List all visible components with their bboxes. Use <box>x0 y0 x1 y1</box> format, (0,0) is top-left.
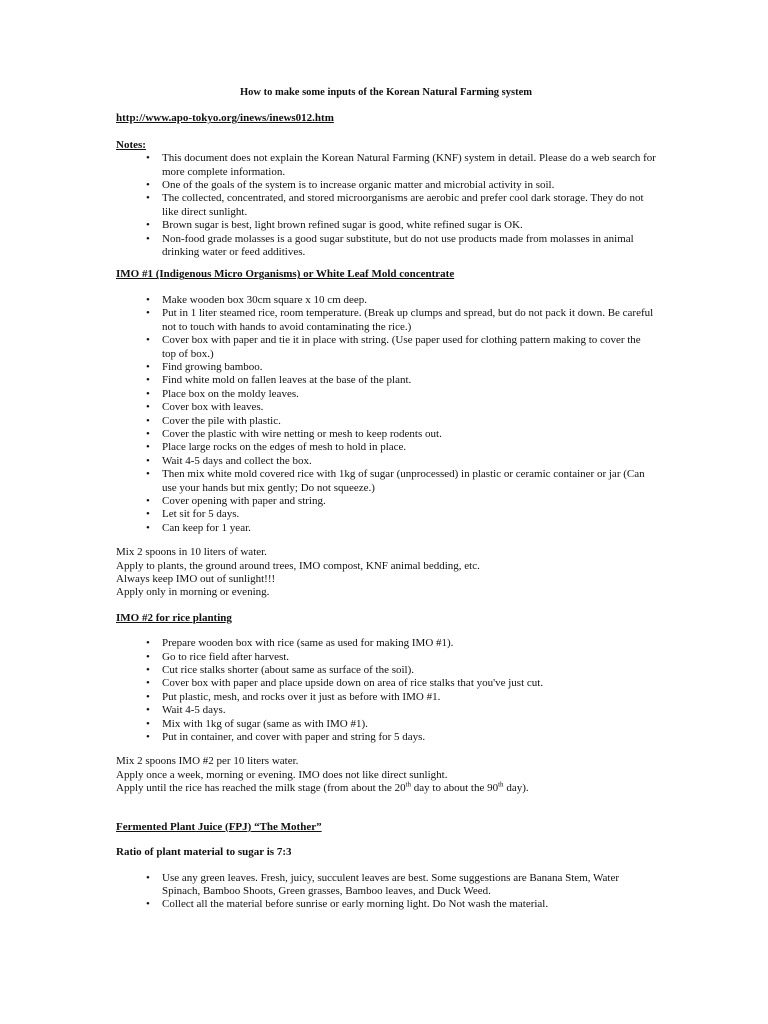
usage-line: Always keep IMO out of sunlight!!! <box>116 573 276 585</box>
imo2-steps-list <box>116 637 656 744</box>
list-item: • Cut rice stalks shorter (about same as surface of the soil). <box>116 664 656 677</box>
list-item: • Use any green leaves. Fresh, juicy, succulent leaves are best. Some suggestions are Banana Stem, Water Spinach, Bamboo Shoots, Green grasses, Bamboo leaves, and Duck Weed. <box>116 872 656 899</box>
list-item: • Cover the pile with plastic. <box>116 415 656 428</box>
list-item: • Cover opening with paper and string. <box>116 495 656 508</box>
notes-list <box>116 152 656 259</box>
list-item: • Cover box with leaves. <box>116 401 656 414</box>
imo2-usage <box>116 755 656 795</box>
list-item: • Put in 1 liter steamed rice, room temperature. (Break up clumps and spread, but do not pack it down. Be careful not to touch with hands to avoid contaminating the rice.) <box>116 307 656 334</box>
list-item: • Cover box with paper and tie it in place with string. (Use paper used for clothing pattern making to cover the top of box.) <box>116 334 656 361</box>
list-item: • Non-food grade molasses is a good sugar substitute, but do not use products made from molasses in animal drinking water or feed additives. <box>116 233 656 260</box>
document-body <box>116 86 656 912</box>
list-item: • Brown sugar is best, light brown refined sugar is good, white refined sugar is OK. <box>116 219 656 232</box>
imo1-steps-list <box>116 294 656 535</box>
imo2-heading: IMO #2 for rice planting <box>116 611 232 624</box>
list-item: • Make wooden box 30cm square x 10 cm deep. <box>116 294 656 307</box>
list-item: • Find growing bamboo. <box>116 361 656 374</box>
list-item: • This document does not explain the Korean Natural Farming (KNF) system in detail. Please do a web search for more complete information. <box>116 152 656 179</box>
usage-line: Mix 2 spoons IMO #2 per 10 liters water. <box>116 755 299 768</box>
list-item: • Cover the plastic with wire netting or mesh to keep rodents out. <box>116 428 656 441</box>
fpj-ratio: Ratio of plant material to sugar is 7:3 <box>116 846 292 859</box>
usage-line: Apply until the rice has reached the milk stage (from about the 20th day to about the 90th day). <box>116 780 529 795</box>
fpj-heading: Fermented Plant Juice (FPJ) “The Mother” <box>116 820 322 833</box>
list-item: • Put plastic, mesh, and rocks over it just as before with IMO #1. <box>116 691 656 704</box>
list-item: • Place large rocks on the edges of mesh to hold in place. <box>116 441 656 454</box>
source-url[interactable]: http://www.apo-tokyo.org/inews/inews012.htm <box>116 112 334 125</box>
imo1-heading: IMO #1 (Indigenous Micro Organisms) or White Leaf Mold concentrate <box>116 268 455 281</box>
usage-line: Apply only in morning or evening. <box>116 586 270 599</box>
list-item: • Wait 4-5 days and collect the box. <box>116 455 656 468</box>
document-title: How to make some inputs of the Korean Natural Farming system <box>239 87 533 98</box>
list-item: • Find white mold on fallen leaves at the base of the plant. <box>116 374 656 387</box>
list-item: • Wait 4-5 days. <box>116 704 656 717</box>
list-item: • Prepare wooden box with rice (same as used for making IMO #1). <box>116 637 656 650</box>
notes-heading: Notes: <box>116 138 146 151</box>
list-item: • One of the goals of the system is to increase organic matter and microbial activity in soil. <box>116 179 656 192</box>
list-item: • Cover box with paper and place upside down on area of rice stalks that you've just cut. <box>116 677 656 690</box>
list-item: • Then mix white mold covered rice with 1kg of sugar (unprocessed) in plastic or ceramic container or jar (Can use your hands but mix gently; Do not squeeze.) <box>116 468 656 495</box>
list-item: • Let sit for 5 days. <box>116 508 656 521</box>
list-item: • Place box on the moldy leaves. <box>116 388 656 401</box>
fpj-list <box>116 872 656 912</box>
usage-line: Apply once a week, morning or evening. IMO does not like direct sunlight. <box>116 768 448 781</box>
list-item: • Put in container, and cover with paper and string for 5 days. <box>116 731 656 744</box>
list-item: • Mix with 1kg of sugar (same as with IMO #1). <box>116 718 656 731</box>
list-item: • The collected, concentrated, and stored microorganisms are aerobic and prefer cool dark storage. They do not like direct sunlight. <box>116 192 656 219</box>
list-item: • Collect all the material before sunrise or early morning light. Do Not wash the material. <box>116 898 656 911</box>
list-item: • Go to rice field after harvest. <box>116 651 656 664</box>
usage-line: Mix 2 spoons in 10 liters of water. <box>116 546 267 559</box>
list-item: • Can keep for 1 year. <box>116 522 656 535</box>
imo1-usage <box>116 546 656 600</box>
usage-line: Apply to plants, the ground around trees, IMO compost, KNF animal bedding, etc. <box>116 559 480 572</box>
